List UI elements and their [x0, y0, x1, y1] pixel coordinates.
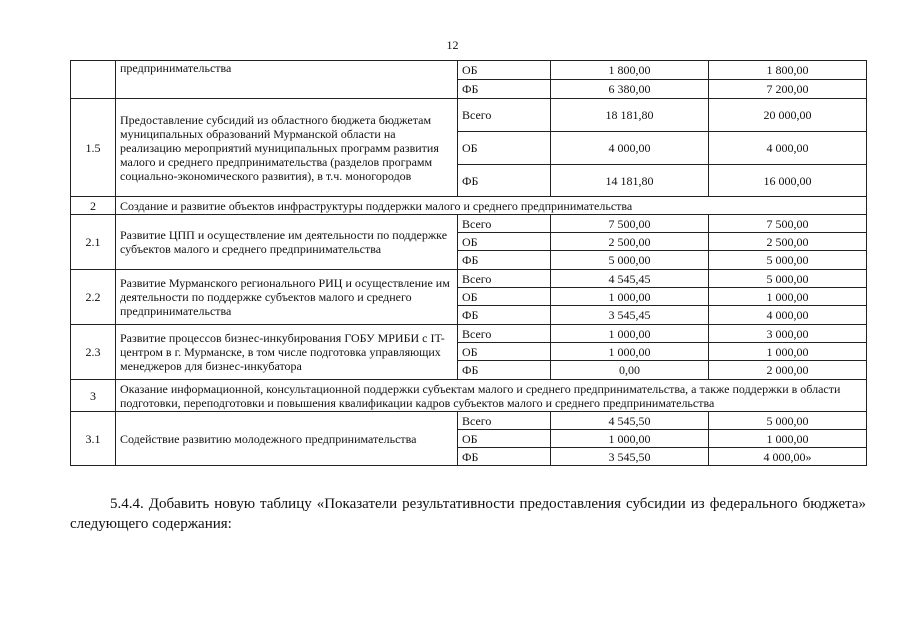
amount-year-1: 2 500,00 [551, 233, 709, 251]
amount-year-1: 1 000,00 [551, 343, 709, 361]
funding-source: ОБ [458, 288, 551, 306]
amount-year-1: 3 545,50 [551, 448, 709, 466]
funding-source: ОБ [458, 61, 551, 80]
amount-year-1: 5 000,00 [551, 251, 709, 270]
row-number: 3 [71, 380, 116, 412]
funding-source: ФБ [458, 165, 551, 197]
funding-source: Всего [458, 99, 551, 132]
funding-row [71, 270, 867, 288]
row-number: 2.2 [71, 270, 116, 325]
funding-row [71, 325, 867, 343]
row-number: 2.1 [71, 215, 116, 270]
amount-year-2: 16 000,00 [709, 165, 867, 197]
amount-year-1: 1 000,00 [551, 325, 709, 343]
funding-source: ФБ [458, 306, 551, 325]
amount-year-1: 18 181,80 [551, 99, 709, 132]
section-row [71, 380, 867, 412]
page-number: 12 [446, 38, 459, 52]
amount-year-1: 3 545,45 [551, 306, 709, 325]
section-title: Оказание информационной, консультационной поддержки субъектам малого и среднего предпринимательства, а также поддержки в области подготовки, переподготовки и повышения квалификации кадров субъектов малого и среднего предпринимательства [116, 380, 867, 412]
amount-year-1: 1 800,00 [551, 61, 709, 80]
amount-year-1: 14 181,80 [551, 165, 709, 197]
funding-source: ОБ [458, 343, 551, 361]
activity-description: Развитие процессов бизнес-инкубирования ГОБУ МРИБИ с IT-центром в г. Мурманске, в том числе подготовка управляющих менеджеров для бизнес-инкубатора [116, 325, 458, 380]
funding-row [71, 412, 867, 430]
funding-source: ОБ [458, 430, 551, 448]
row-number: 2.3 [71, 325, 116, 380]
row-number [71, 61, 116, 99]
activity-description: Предоставление субсидий из областного бюджета бюджетам муниципальных образований Мурманской области на реализацию мероприятий муниципальных программ развития малого и среднего предпринимательства (разделов программ социально-экономического развития), в т.ч. моногородов [116, 99, 458, 197]
funding-source: ОБ [458, 233, 551, 251]
activity-description: Развитие Мурманского регионального РИЦ и осуществление им деятельности по поддержке субъектов малого и среднего предпринимательства [116, 270, 458, 325]
funding-source: Всего [458, 412, 551, 430]
funding-source: Всего [458, 325, 551, 343]
amount-year-1: 4 545,45 [551, 270, 709, 288]
amount-year-1: 6 380,00 [551, 80, 709, 99]
amount-year-2: 7 500,00 [709, 215, 867, 233]
funding-row [71, 99, 867, 132]
row-number: 1.5 [71, 99, 116, 197]
activity-description: Развитие ЦПП и осуществление им деятельности по поддержке субъектов малого и среднего предпринимательства [116, 215, 458, 270]
funding-source: ФБ [458, 448, 551, 466]
amount-year-2: 2 000,00 [709, 361, 867, 380]
amount-year-2: 5 000,00 [709, 412, 867, 430]
amount-year-2: 2 500,00 [709, 233, 867, 251]
amount-year-1: 7 500,00 [551, 215, 709, 233]
funding-row [71, 215, 867, 233]
amount-year-2: 1 000,00 [709, 288, 867, 306]
funding-source: Всего [458, 215, 551, 233]
amount-year-2: 7 200,00 [709, 80, 867, 99]
amount-year-2: 4 000,00 [709, 132, 867, 165]
funding-source: Всего [458, 270, 551, 288]
amount-year-2: 1 000,00 [709, 430, 867, 448]
section-row [71, 197, 867, 215]
row-number: 3.1 [71, 412, 116, 466]
amount-year-1: 1 000,00 [551, 288, 709, 306]
amount-year-2: 5 000,00 [709, 270, 867, 288]
funding-source: ОБ [458, 132, 551, 165]
amount-year-2: 4 000,00 [709, 306, 867, 325]
activity-description: предпринимательства [116, 61, 458, 99]
amount-year-2: 20 000,00 [709, 99, 867, 132]
amount-year-2: 1 000,00 [709, 343, 867, 361]
section-title: Создание и развитие объектов инфраструктуры поддержки малого и среднего предпринимательства [116, 197, 867, 215]
budget-table [70, 60, 867, 466]
row-number: 2 [71, 197, 116, 215]
amount-year-2: 1 800,00 [709, 61, 867, 80]
funding-row [71, 61, 867, 80]
amount-year-1: 0,00 [551, 361, 709, 380]
activity-description: Содействие развитию молодежного предпринимательства [116, 412, 458, 466]
amount-year-2: 3 000,00 [709, 325, 867, 343]
amount-year-2: 5 000,00 [709, 251, 867, 270]
funding-source: ФБ [458, 80, 551, 99]
amount-year-1: 1 000,00 [551, 430, 709, 448]
amount-year-1: 4 000,00 [551, 132, 709, 165]
amount-year-2: 4 000,00» [709, 448, 867, 466]
funding-source: ФБ [458, 361, 551, 380]
funding-source: ФБ [458, 251, 551, 270]
amount-year-1: 4 545,50 [551, 412, 709, 430]
instruction-paragraph: 5.4.4. Добавить новую таблицу «Показатели результативности предоставления субсидии из федерального бюджета» следующего содержания: [70, 496, 866, 532]
